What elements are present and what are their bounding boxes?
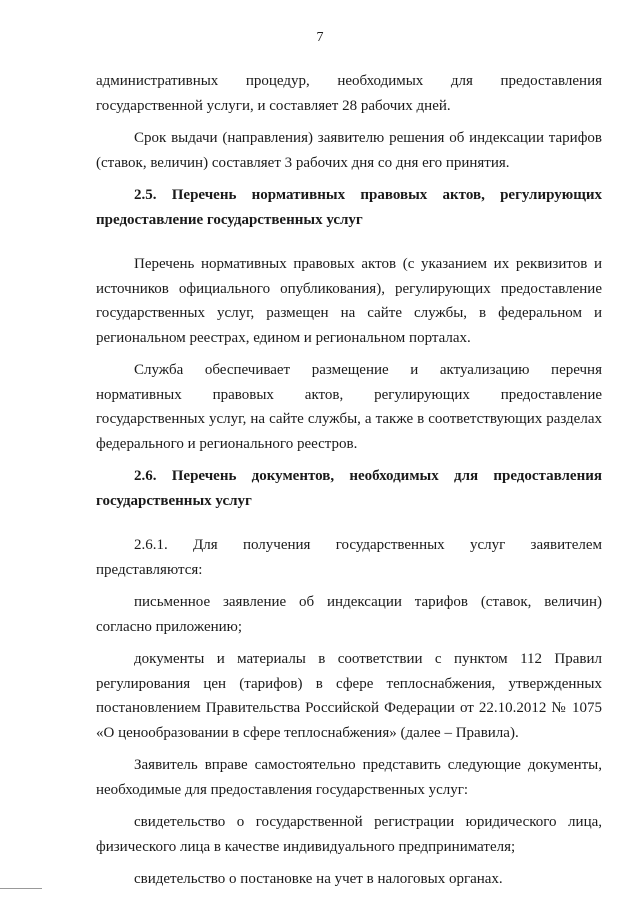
page-number: 7 (316, 30, 324, 45)
paragraph-optional-documents: Заявитель вправе самостоятельно представить следующие документы, необходимые для предоставления государственных услуг: (96, 757, 602, 798)
document-body (96, 69, 602, 900)
paragraph-registration-certificate: свидетельство о государственной регистрации юридического лица, физического лица в качестве индивидуального предпринимателя; (96, 814, 602, 855)
paragraph-written-application: письменное заявление об индексации тарифов (ставок, величин) согласно приложению; (96, 594, 602, 635)
paragraph-decision-term: Срок выдачи (направления) заявителю решения об индексации тарифов (ставок, величин) составляет 3 рабочих дня со дня его принятия. (96, 130, 602, 171)
paragraph-service-updates: Служба обеспечивает размещение и актуализацию перечня нормативных правовых актов, регулирующих предоставление государственных услуг, на сайте службы, а также в соответствующих разделах федерального и регионального реестров. (96, 362, 602, 452)
paragraph-tax-certificate: свидетельство о постановке на учет в налоговых органах. (134, 871, 503, 887)
margin-rule (0, 888, 42, 889)
paragraph-2-6-1: 2.6.1. Для получения государственных услуг заявителем представляются: (96, 537, 602, 578)
paragraph-legal-acts-list: Перечень нормативных правовых актов (с указанием их реквизитов и источников официального опубликования), регулирующих предоставление государственных услуг, размещен на сайте службы, в федеральном и региональном реестрах, едином и региональном порталах. (96, 256, 602, 346)
section-heading-2-5: 2.5. Перечень нормативных правовых актов, регулирующих предоставление государственных услуг (96, 187, 602, 228)
section-heading-2-6: 2.6. Перечень документов, необходимых для предоставления государственных услуг (96, 468, 602, 509)
paragraph-documents-materials: документы и материалы в соответствии с пунктом 112 Правил регулирования цен (тарифов) в сфере теплоснабжения, утвержденных постановлением Правительства Российской Федерации от 22.10.2012 № 1075 «О ценообразовании в сфере теплоснабжения» (далее – Правила). (96, 651, 602, 741)
paragraph-procedures-continuation: административных процедур, необходимых для предоставления государственной услуги, и составляет 28 рабочих дней. (96, 73, 602, 114)
